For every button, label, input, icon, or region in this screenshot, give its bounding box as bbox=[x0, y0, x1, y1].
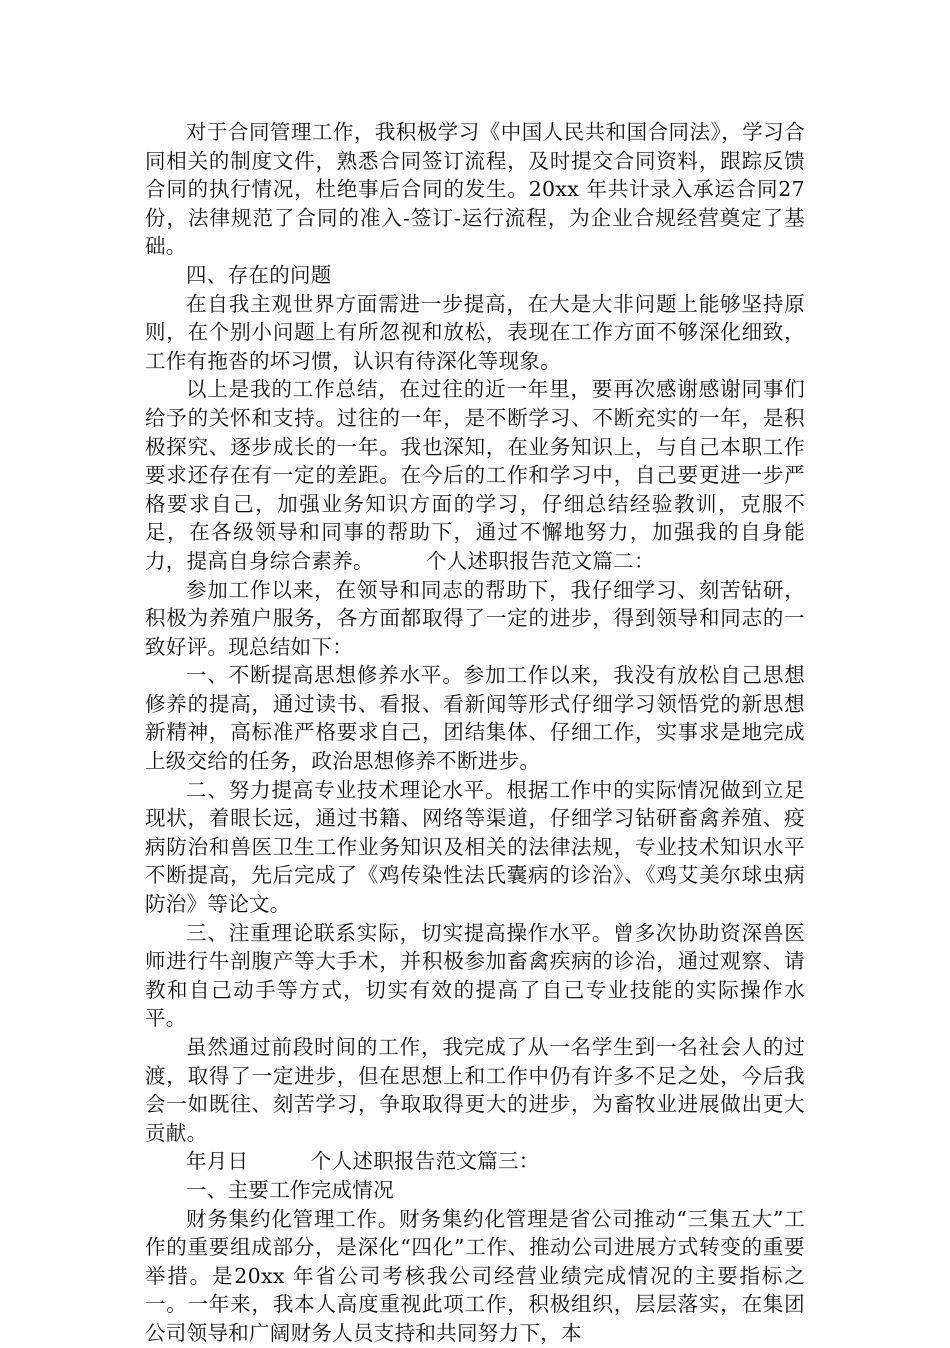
paragraph-technical-theory: 二、努力提高专业技术理论水平。根据工作中的实际情况做到立足现状，着眼长远，通过书籍、网络等渠道，仔细学习钻研畜禽养殖、疫病防治和兽医卫生工作业务知识及相关的法律法规，专业技术知识水平不断提高，先后完成了《鸡传染性法氏囊病的诊治》、《鸡艾美尔球虫病防治》等论文。 bbox=[145, 777, 805, 917]
heading-existing-problems: 四、存在的问题 bbox=[186, 262, 332, 287]
paragraph-finance-management: 财务集约化管理工作。财务集约化管理是省公司推动“三集五大”工作的重要组成部分，是深化“四化”工作、推动公司进展方式转变的重要举措。是20xx 年省公司考核我公司经营业绩完成情况的主要指标之一。一年来，我本人高度重视此项工作，积极组织，层层落实，在集团公司领导和广阔财务人员支持和共同努力下，本 bbox=[145, 1206, 805, 1345]
paragraph-report-two-intro: 参加工作以来，在领导和同志的帮助下，我仔细学习、刻苦钻研，积极为养殖户服务，各方面都取得了一定的进步，得到领导和同志的一致好评。现总结如下： bbox=[145, 577, 805, 659]
paragraph-theory-practice: 三、注重理论联系实际，切实提高操作水平。曾多次协助资深兽医师进行牛剖腹产等大手术，并积极参加畜禽疾病的诊治，通过观察、请教和自己动手等方式，切实有效的提高了自己专业技能的实际操作水平。 bbox=[145, 920, 805, 1031]
paragraph-self-improvement: 在自我主观世界方面需进一步提高，在大是大非问题上能够坚持原则，在个别小问题上有所忽视和放松，表现在工作方面不够深化细致，工作有拖沓的坏习惯，认识有待深化等现象。 bbox=[145, 291, 805, 373]
document-page bbox=[145, 118, 805, 1348]
paragraph-date-report-three: 年月日 个人述职报告范文篇三： bbox=[186, 1149, 540, 1174]
paragraph-summary-thanks: 以上是我的工作总结，在过往的近一年里，要再次感谢感谢同事们给予的关怀和支持。过往的一年，是不断学习、不断充实的一年，是积极探究、逐步成长的一年。我也深知，在业务知识上，与自己本职工作要求还存在有一定的差距。在今后的工作和学习中，自己要更进一步严格要求自己，加强业务知识方面的学习，仔细总结经验教训，克服不足，在各级领导和同事的帮助下，通过不懈地努力，加强我的自身能力，提高自身综合素养。 个人述职报告范文篇二： bbox=[145, 377, 805, 573]
paragraph-contract-management: 对于合同管理工作，我积极学习《中国人民共和国合同法》，学习合同相关的制度文件，熟悉合同签订流程，及时提交合同资料，跟踪反馈合同的执行情况，杜绝事后合同的发生。20xx 年共计录入承运合同27 份，法律规范了合同的准入-签订-运行流程，为企业合规经营奠定了基础。 bbox=[145, 120, 805, 259]
heading-main-work: 一、主要工作完成情况 bbox=[186, 1177, 394, 1202]
paragraph-conclusion: 虽然通过前段时间的工作，我完成了从一名学生到一名社会人的过渡，取得了一定进步，但在思想上和工作中仍有许多不足之处，今后我会一如既往、刻苦学习，争取取得更大的进步，为畜牧业进展做出更大贡献。 bbox=[145, 1035, 805, 1145]
paragraph-thought-cultivation: 一、不断提高思想修养水平。参加工作以来，我没有放松自己思想修养的提高，通过读书、看报、看新闻等形式仔细学习领悟党的新思想新精神，高标准严格要求自己，团结集体、仔细工作，实事求是地完成上级交给的任务，政治思想修养不断进步。 bbox=[145, 663, 805, 774]
